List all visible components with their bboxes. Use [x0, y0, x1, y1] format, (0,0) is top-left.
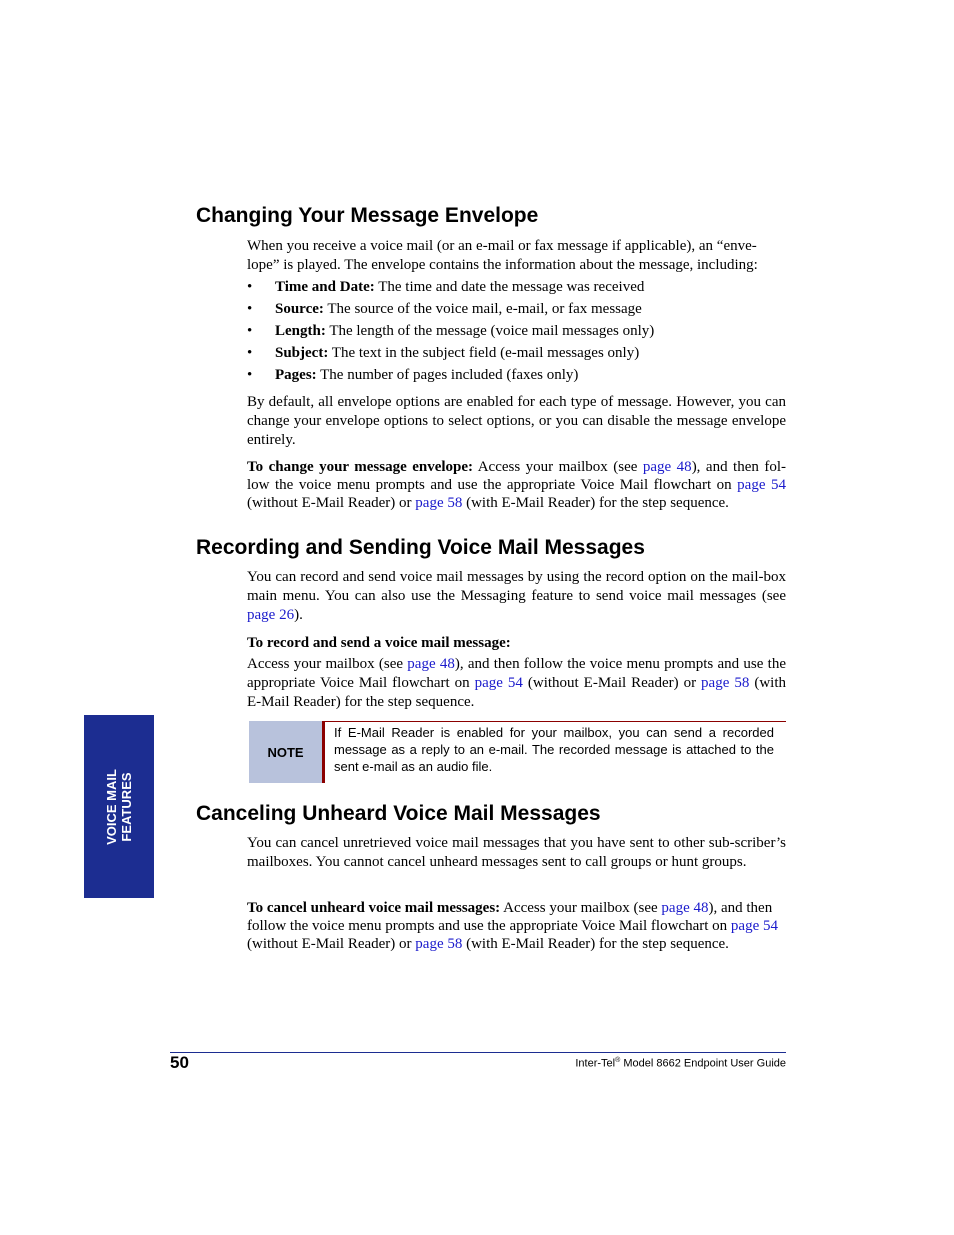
link-page-58[interactable]: page 58: [415, 936, 463, 952]
recording-intro: You can record and send voice mail messages by using the record option on the mail-box main menu. You can also use the Messaging feature to send voice mail messages (see page 26).: [247, 569, 786, 623]
list-item: • Pages: The number of pages included (faxes only): [247, 364, 786, 386]
link-page-48[interactable]: page 48: [642, 459, 692, 475]
envelope-procedure: To change your message envelope: Access your mailbox (see page 48), and then fol-low the voice menu prompts and use the appropriate Voice Mail flowchart on page 54 (without E-Mail Reader) or page 58 (with E-Mail Reader) for the step sequence.: [247, 459, 786, 511]
intro-line-1: When you receive a voice mail (or an e-mail or fax message if applicable), an “enve-: [247, 238, 757, 254]
note-box: [249, 721, 786, 783]
procedure-lead: To change your message envelope:: [247, 459, 474, 475]
bullet-icon: •: [247, 323, 253, 339]
bullet-icon: •: [247, 279, 253, 295]
section-heading-canceling: Canceling Unheard Voice Mail Messages: [196, 802, 601, 825]
envelope-bullet-list: [247, 276, 786, 386]
canceling-intro: You can cancel unretrieved voice mail messages that you have sent to other sub-scriber’s mailboxes. You cannot cancel unheard messages sent to call groups or hunt groups.: [247, 835, 786, 870]
link-page-54[interactable]: page 54: [730, 918, 778, 934]
bullet-icon: •: [247, 301, 253, 317]
bullet-icon: •: [247, 367, 253, 383]
list-item: • Source: The source of the voice mail, e-mail, or fax message: [247, 298, 786, 320]
link-page-54[interactable]: page 54: [474, 675, 523, 691]
bullet-icon: •: [247, 345, 253, 361]
procedure-heading: To record and send a voice mail message:: [247, 635, 511, 651]
link-page-26[interactable]: page 26: [247, 607, 295, 623]
recording-procedure: To record and send a voice mail message: Access your mailbox (see page 48), and then follow the voice menu prompts and use the appropriate Voice Mail flowchart on page 54 (without E-Mail Reader) or page 58 (with E-Mail Reader) for the step sequence.: [247, 635, 786, 710]
note-divider: [322, 721, 325, 783]
note-label: NOTE: [249, 721, 322, 783]
link-page-48[interactable]: page 48: [661, 900, 709, 916]
page-number: 50: [170, 1053, 189, 1072]
intro-line-2: lope” is played. The envelope contains the information about the message, including:: [247, 257, 758, 273]
envelope-default-paragraph: By default, all envelope options are enabled for each type of message. However, you can change your envelope options to select options, or you can disable the message envelope entirely.: [247, 394, 786, 448]
link-page-58[interactable]: page 58: [415, 495, 463, 511]
link-page-58[interactable]: page 58: [701, 675, 750, 691]
chapter-tab-label: VOICE MAIL FEATURES: [104, 768, 134, 845]
list-item: • Length: The length of the message (voice mail messages only): [247, 320, 786, 342]
section-heading-recording: Recording and Sending Voice Mail Messages: [196, 536, 645, 559]
list-item: • Subject: The text in the subject field (e-mail messages only): [247, 342, 786, 364]
footer-rule: [170, 1052, 786, 1053]
footer-title: Inter-Tel® Model 8662 Endpoint User Guide: [575, 1057, 786, 1070]
section-heading-envelope: Changing Your Message Envelope: [196, 204, 539, 227]
link-page-48[interactable]: page 48: [407, 656, 455, 672]
note-top-rule: [325, 721, 786, 722]
procedure-lead: To cancel unheard voice mail messages:: [247, 900, 501, 916]
list-item: • Time and Date: The time and date the message was received: [247, 276, 786, 298]
canceling-procedure: To cancel unheard voice mail messages: Access your mailbox (see page 48), and then follow the voice menu prompts and use the appropriate Voice Mail flowchart on page 54 (without E-Mail Reader) or page 58 (with E-Mail Reader) for the step sequence.: [247, 900, 778, 952]
note-text: If E-Mail Reader is enabled for your mailbox, you can send a recorded message as a reply to an e-mail. The recorded message is attached to the sent e-mail as an audio file.: [334, 725, 774, 774]
envelope-intro: [247, 237, 786, 275]
chapter-tab: [84, 715, 154, 898]
link-page-54[interactable]: page 54: [737, 477, 786, 493]
